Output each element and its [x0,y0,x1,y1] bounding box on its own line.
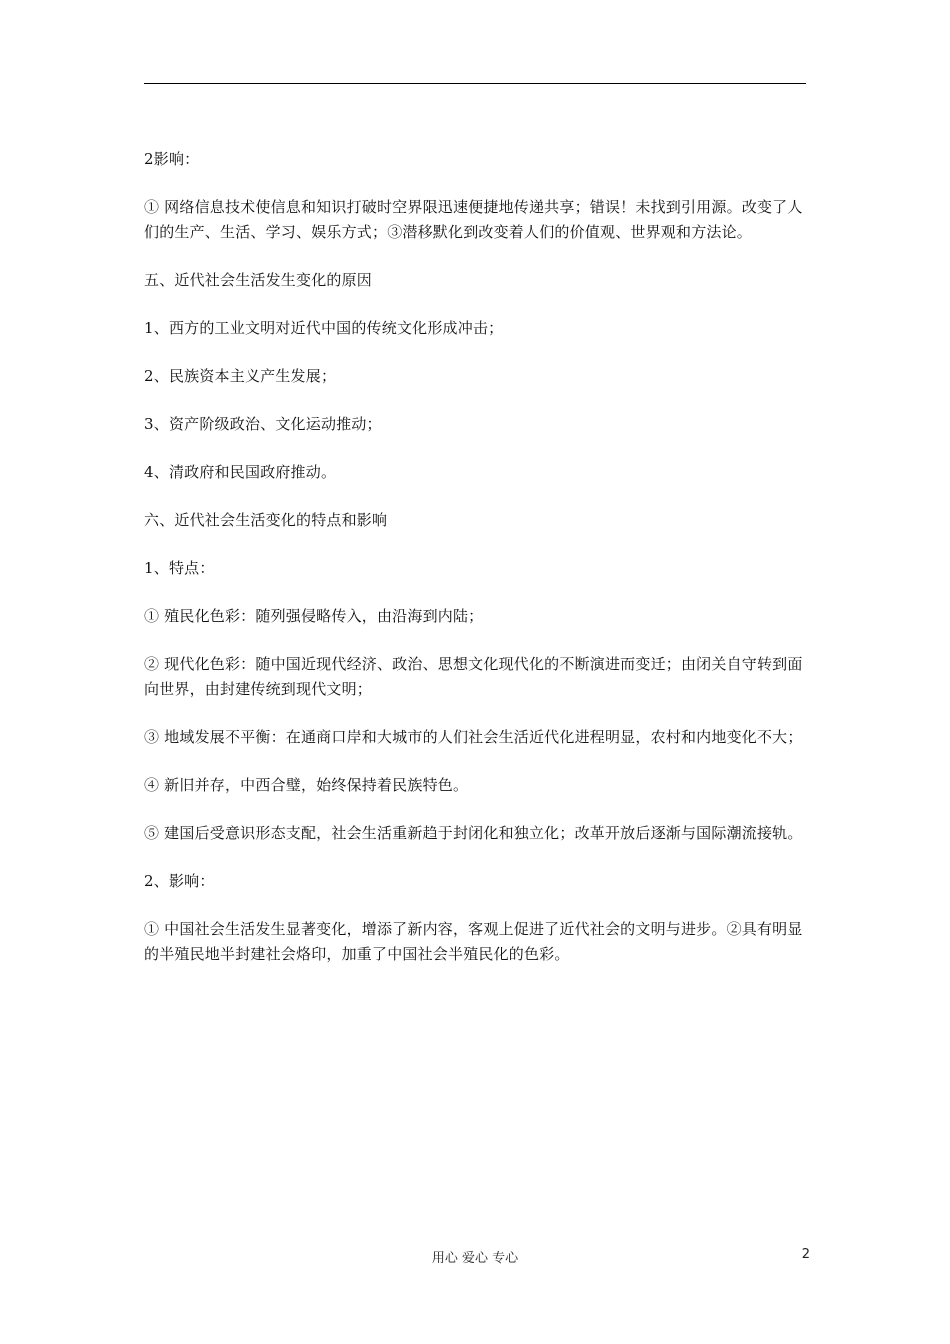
document-body [144,147,808,990]
header-rule [144,83,806,84]
feature-item-2: ② 现代化色彩：随中国近现代经济、政治、思想文化现代化的不断演进而变迁；由闭关自守转到面向世界，由封建传统到现代文明； [144,655,803,698]
list-item-cause-4: 4、清政府和民国政府推动。 [144,463,337,481]
influence-item: ① 中国社会生活发生显著变化，增添了新内容，客观上促进了近代社会的文明与进步。②具有明显的半殖民地半封建社会烙印，加重了中国社会半殖民化的色彩。 [144,920,803,963]
feature-item-1: ① 殖民化色彩：随列强侵略传入，由沿海到内陆； [144,607,484,625]
paragraph-network-influence: ① 网络信息技术使信息和知识打破时空界限迅速便捷地传递共享；错误！未找到引用源。改变了人们的生产、生活、学习、娱乐方式；③潜移默化到改变着人们的价值观、世界观和方法论。 [144,198,803,241]
heading-influence: 2影响： [144,150,200,168]
feature-item-3: ③ 地域发展不平衡：在通商口岸和大城市的人们社会生活近代化进程明显，农村和内地变化不大； [144,728,803,746]
feature-item-4: ④ 新旧并存，中西合璧，始终保持着民族特色。 [144,776,469,794]
list-item-cause-2: 2、民族资本主义产生发展； [144,367,337,385]
list-item-cause-3: 3、资产阶级政治、文化运动推动； [144,415,382,433]
subheading-influence: 2、影响： [144,872,215,890]
list-item-cause-1: 1、西方的工业文明对近代中国的传统文化形成冲击； [144,319,504,337]
section-heading-6: 六、近代社会生活变化的特点和影响 [144,511,388,529]
feature-item-5: ⑤ 建国后受意识形态支配，社会生活重新趋于封闭化和独立化；改革开放后逐渐与国际潮流接轨。 [144,824,803,842]
section-heading-5: 五、近代社会生活发生变化的原因 [144,271,373,289]
footer-motto: 用心 爱心 专心 [431,1251,519,1266]
page-number: 2 [801,1247,810,1262]
subheading-features: 1、特点： [144,559,215,577]
